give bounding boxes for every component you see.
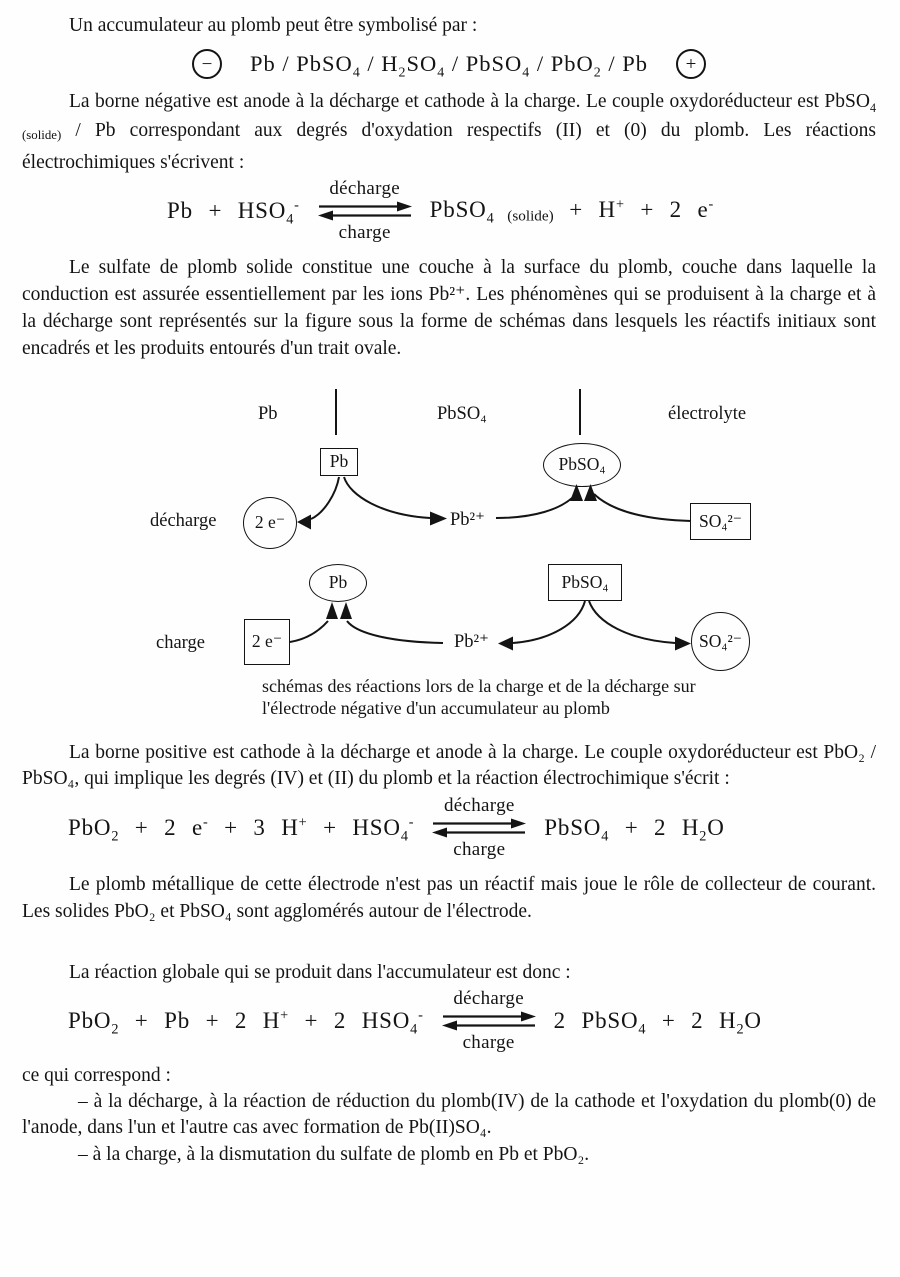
arrow-into-lead	[326, 602, 338, 619]
sulfate-layer-paragraph: Le sulfate de plomb solide constitue une couche à la surface du plomb, couche dans laquelle la conduction est assurée essentiellement par les ions Pb²⁺. Les phénomènes qui se produisent à la charge et à la décharge sont représentés sur la figure sous la forme de schémas dans lesquels les réactifs initiaux sont encadrés et les produits entourés d'un trait ovale.	[22, 256, 876, 359]
figure-caption-line1: schémas des réactions lors de la charge et de la décharge sur	[262, 675, 696, 696]
cell-symbol-line	[22, 46, 876, 82]
lead-ion-label: Pb²⁺	[450, 509, 485, 530]
equation-right-side: PbSO$_4$ (solide) + H+ + 2 e-	[429, 196, 715, 227]
figure-caption-line2: l'électrode négative d'un accumulateur au plomb	[262, 697, 610, 718]
discharge-item-paragraph: – à la décharge, à la réaction de réduction du plomb(IV) de la cathode et l'oxydation du plomb(0) de l'anode, dans l'un et l'autre cas avec formation de Pb(II)SO₄.	[22, 1090, 876, 1139]
arrow-to-lead-ion	[498, 636, 513, 650]
positive-terminal-icon: +	[676, 49, 706, 79]
lead-reactant-box: Pb	[320, 448, 358, 476]
electrode-reaction-figure	[0, 382, 900, 722]
equation-right-side: 2 PbSO$_4$ + 2 $H_2O$	[553, 1007, 762, 1038]
sulfate-product-circle: SO₄²⁻	[691, 612, 750, 671]
equation-negative-electrode	[167, 178, 876, 244]
equation-left-side: $Pb + HSO_4^-$	[167, 197, 300, 228]
double-arrow-icon	[432, 818, 526, 838]
lead-ion-label: Pb²⁺	[454, 631, 489, 652]
equation-positive-electrode	[68, 795, 876, 861]
negative-terminal-icon: −	[192, 49, 222, 79]
equilibrium-arrows	[442, 988, 536, 1054]
figure-arrows	[0, 382, 900, 722]
lead-sulfate-product-oval: PbSO₄	[543, 443, 621, 487]
sulfate-reactant-box: SO₄²⁻	[690, 503, 751, 540]
arrow-to-lead-ion	[430, 511, 447, 525]
equation-global-reaction	[68, 988, 876, 1054]
intro-paragraph: Un accumulateur au plomb peut être symbolisé par :	[69, 15, 478, 36]
global-reaction-paragraph: La réaction globale qui se produit dans l'accumulateur est donc :	[69, 961, 571, 983]
column-label-electrolyte: électrolyte	[668, 403, 747, 424]
charge-label: charge	[338, 221, 391, 243]
arrow-to-sulfate	[675, 636, 691, 650]
column-divider-line	[579, 389, 581, 435]
arrow-to-electrons	[297, 514, 311, 529]
positive-electrode-paragraph: La borne positive est cathode à la décharge et anode à la charge. Le couple oxydoréducteur est PbO₂ / PbSO₄, qui implique les degrés (IV) et (II) du plomb et la réaction électrochimique s'écrit :	[22, 741, 876, 790]
charge-row-label: charge	[156, 632, 205, 653]
equilibrium-arrows	[318, 178, 412, 244]
charge-label: charge	[462, 1031, 515, 1053]
equation-left-side: PbO$_2$ + Pb + 2 H+ + 2 $HSO_4^-$	[68, 1007, 424, 1038]
equilibrium-arrows	[432, 795, 526, 861]
charge-item-paragraph: – à la charge, à la dismutation du sulfate de plomb en Pb et PbO₂.	[78, 1143, 590, 1165]
lead-sulfate-reactant-box: PbSO₄	[548, 564, 622, 601]
discharge-row-label: décharge	[150, 510, 217, 531]
discharge-label: décharge	[453, 987, 524, 1009]
electrons-box: 2 e⁻	[244, 619, 290, 665]
column-label-lead-sulfate: PbSO₄	[437, 403, 487, 424]
discharge-label: décharge	[443, 794, 515, 816]
cell-formula: Pb / PbSO$_4$ / $H_2SO_4$ / PbSO$_4$ / PbO$_2$ / Pb	[250, 51, 648, 81]
column-divider-line	[335, 389, 337, 435]
charge-label: charge	[453, 838, 506, 860]
arrow-into-lead	[340, 602, 352, 619]
equation-left-side: PbO$_2$ + 2 e- + 3 $H^+ + HSO_4^-$	[68, 814, 415, 845]
column-label-lead: Pb	[258, 403, 278, 424]
correspond-paragraph: ce qui correspond :	[22, 1064, 171, 1086]
double-arrow-icon	[318, 201, 412, 221]
lead-product-oval: Pb	[309, 564, 367, 602]
double-arrow-icon	[442, 1011, 536, 1031]
discharge-label: décharge	[329, 177, 400, 199]
equation-right-side: PbSO$_4$ + 2 $H_2O$	[544, 814, 725, 845]
current-collector-paragraph: Le plomb métallique de cette électrode n'est pas un réactif mais joue le rôle de collecteur de courant. Les solides PbO₂ et PbSO₄ sont agglomérés autour de l'électrode.	[22, 873, 876, 922]
negative-electrode-paragraph: La borne négative est anode à la décharge et cathode à la charge. Le couple oxydoréducteur est PbSO$_4$ (solide) / Pb correspondant aux degrés d'oxydation respectifs (II) et (0) du plomb. Les réactions électrochimiques s'écrivent :	[22, 91, 876, 173]
electrons-oval: 2 e⁻	[243, 497, 297, 549]
figure-caption	[262, 675, 762, 719]
